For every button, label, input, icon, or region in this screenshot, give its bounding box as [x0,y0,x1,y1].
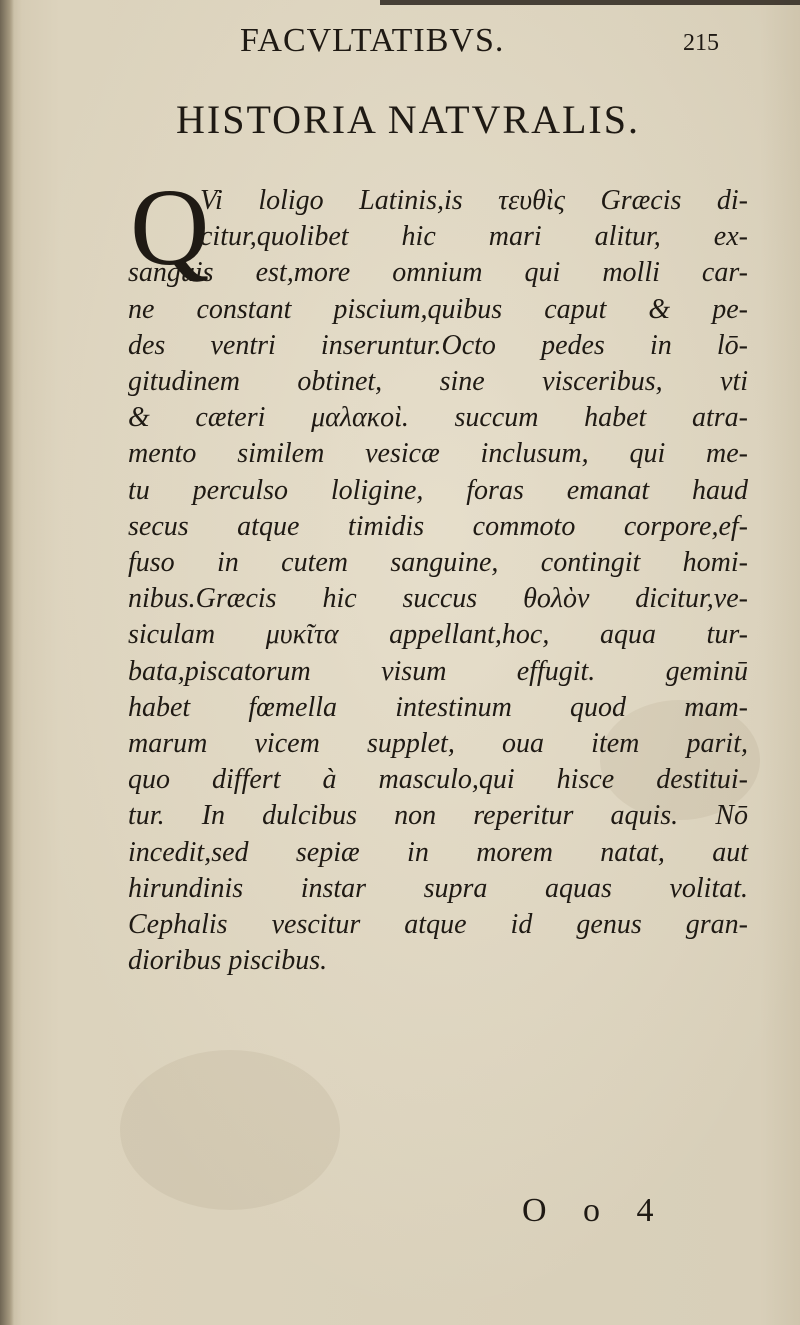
page-number: 215 [683,30,719,56]
signature-mark: O o 4 [522,1192,668,1229]
text-line: tur. In dulcibus non reperitur aquis. Nō [128,800,748,832]
text-line: siculam μυκῖτα appellant,hoc, aqua tur- [128,619,748,651]
top-rule [380,0,800,5]
text-line: hirundinis instar supra aquas volitat. [128,872,748,904]
text-line: Cephalis vescitur atque id genus gran- [128,909,748,941]
text-line: tu perculso loligine, foras emanat haud [128,474,748,506]
drop-initial: Q [130,166,210,288]
text-line: sanguis est,more omnium qui molli car- [128,257,748,289]
text-line: nibus.Græcis hic succus θολὸν dicitur,ve- [128,583,748,615]
text-line: habet fœmella intestinum quod mam- [128,691,748,723]
text-line: marum vicem supplet, oua item parit, [128,728,748,760]
page-binding-edge [0,0,14,1325]
text-line: & cæteri μαλακοὶ. succum habet atra- [128,402,748,434]
text-line: citur,quolibet hic mari alitur, ex- [200,221,748,253]
section-title: HISTORIA NATVRALIS. [176,97,640,142]
text-line: Vi loligo Latinis,is τευθὶς Græcis di- [200,185,748,216]
body-paragraph [128,183,748,979]
text-line: dioribus piscibus. [128,945,328,977]
text-line: bata,piscatorum visum effugit. geminū [128,655,748,687]
text-line: mento similem vesicæ inclusum, qui me- [128,438,748,470]
text-line: ne constant piscium,quibus caput & pe- [128,293,748,325]
text-line: des ventri inseruntur.Octo pedes in lō- [128,329,748,361]
text-line: quo differt à masculo,qui hisce destitui- [128,764,748,796]
text-line: incedit,sed sepiæ in morem natat, aut [128,836,748,868]
paper-stain [120,1050,340,1210]
text-line: gitudinem obtinet, sine visceribus, vti [128,366,748,398]
running-head: FACVLTATIBVS. [240,22,505,59]
text-line: fuso in cutem sanguine, contingit homi- [128,547,748,579]
text-line: secus atque timidis commoto corpore,ef- [128,510,748,542]
